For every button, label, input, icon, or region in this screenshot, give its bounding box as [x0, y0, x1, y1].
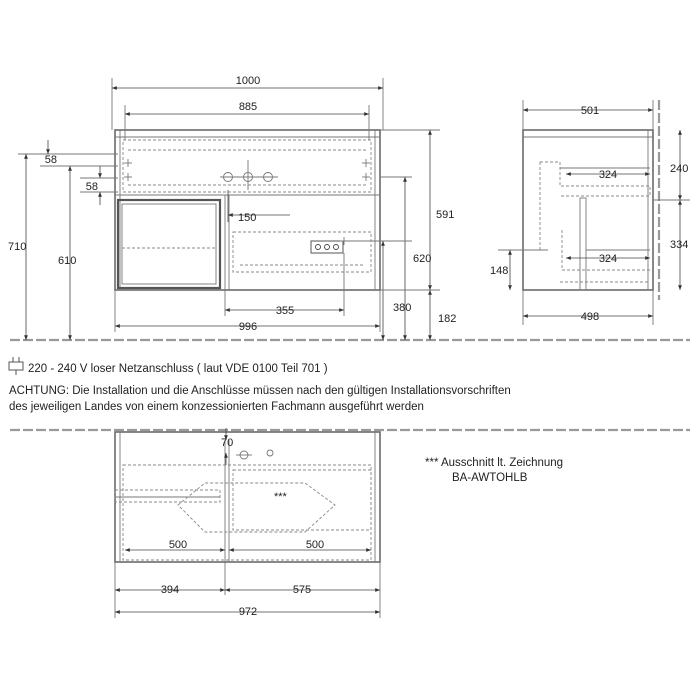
plug-icon	[9, 357, 23, 375]
side-view	[490, 100, 690, 325]
dim-575: 575	[292, 584, 312, 596]
side-cabinet-outline	[523, 130, 653, 290]
dim-58-second: 58	[85, 181, 98, 193]
dim-355: 355	[275, 305, 295, 317]
dim-885: 885	[238, 101, 258, 113]
dim-380: 380	[393, 302, 412, 314]
notes	[9, 357, 511, 413]
cutout-note-line-1: *** Ausschnitt lt. Zeichnung	[425, 457, 564, 469]
dim-620: 620	[413, 253, 432, 265]
dim-996: 996	[238, 321, 258, 333]
dim-150: 150	[238, 212, 257, 224]
cutout-note-line-2: BA-AWTOHLB	[452, 472, 528, 484]
dim-334: 334	[670, 239, 689, 251]
dim-610: 610	[58, 255, 77, 267]
dim-58-top: 58	[44, 154, 57, 166]
warning-line-1: ACHTUNG: Die Installation und die Anschlüsse müssen nach den gültigen Installationsvorschriften	[9, 385, 511, 397]
left-drawer	[118, 200, 220, 288]
dim-182: 182	[438, 313, 457, 325]
dim-500-right: 500	[305, 539, 325, 551]
power-supply-note: 220 - 240 V loser Netzanschluss ( laut VDE 0100 Teil 701 )	[28, 363, 328, 375]
dim-972: 972	[238, 606, 258, 618]
dim-324-upper: 324	[598, 169, 618, 181]
dim-240: 240	[670, 163, 689, 175]
power-socket	[311, 237, 348, 253]
fixing-marks	[124, 159, 370, 181]
top-view	[10, 428, 690, 618]
dim-500-left: 500	[168, 539, 188, 551]
dim-70: 70	[221, 437, 234, 449]
dim-498: 498	[580, 311, 600, 323]
cabinet-outline	[115, 130, 380, 290]
dim-148: 148	[490, 265, 509, 277]
dim-710: 710	[8, 241, 27, 253]
dim-591: 591	[436, 209, 455, 221]
warning-line-2: des jeweiligen Landes von einem konzessionierten Fachmann ausgeführt werden	[9, 401, 424, 413]
dim-501: 501	[580, 105, 600, 117]
cutout-marker: ***	[274, 491, 287, 503]
dim-394: 394	[160, 584, 180, 596]
right-drawer	[233, 232, 371, 272]
dim-324-lower: 324	[598, 253, 618, 265]
tap-holes	[220, 160, 278, 190]
dim-1000: 1000	[235, 75, 261, 87]
